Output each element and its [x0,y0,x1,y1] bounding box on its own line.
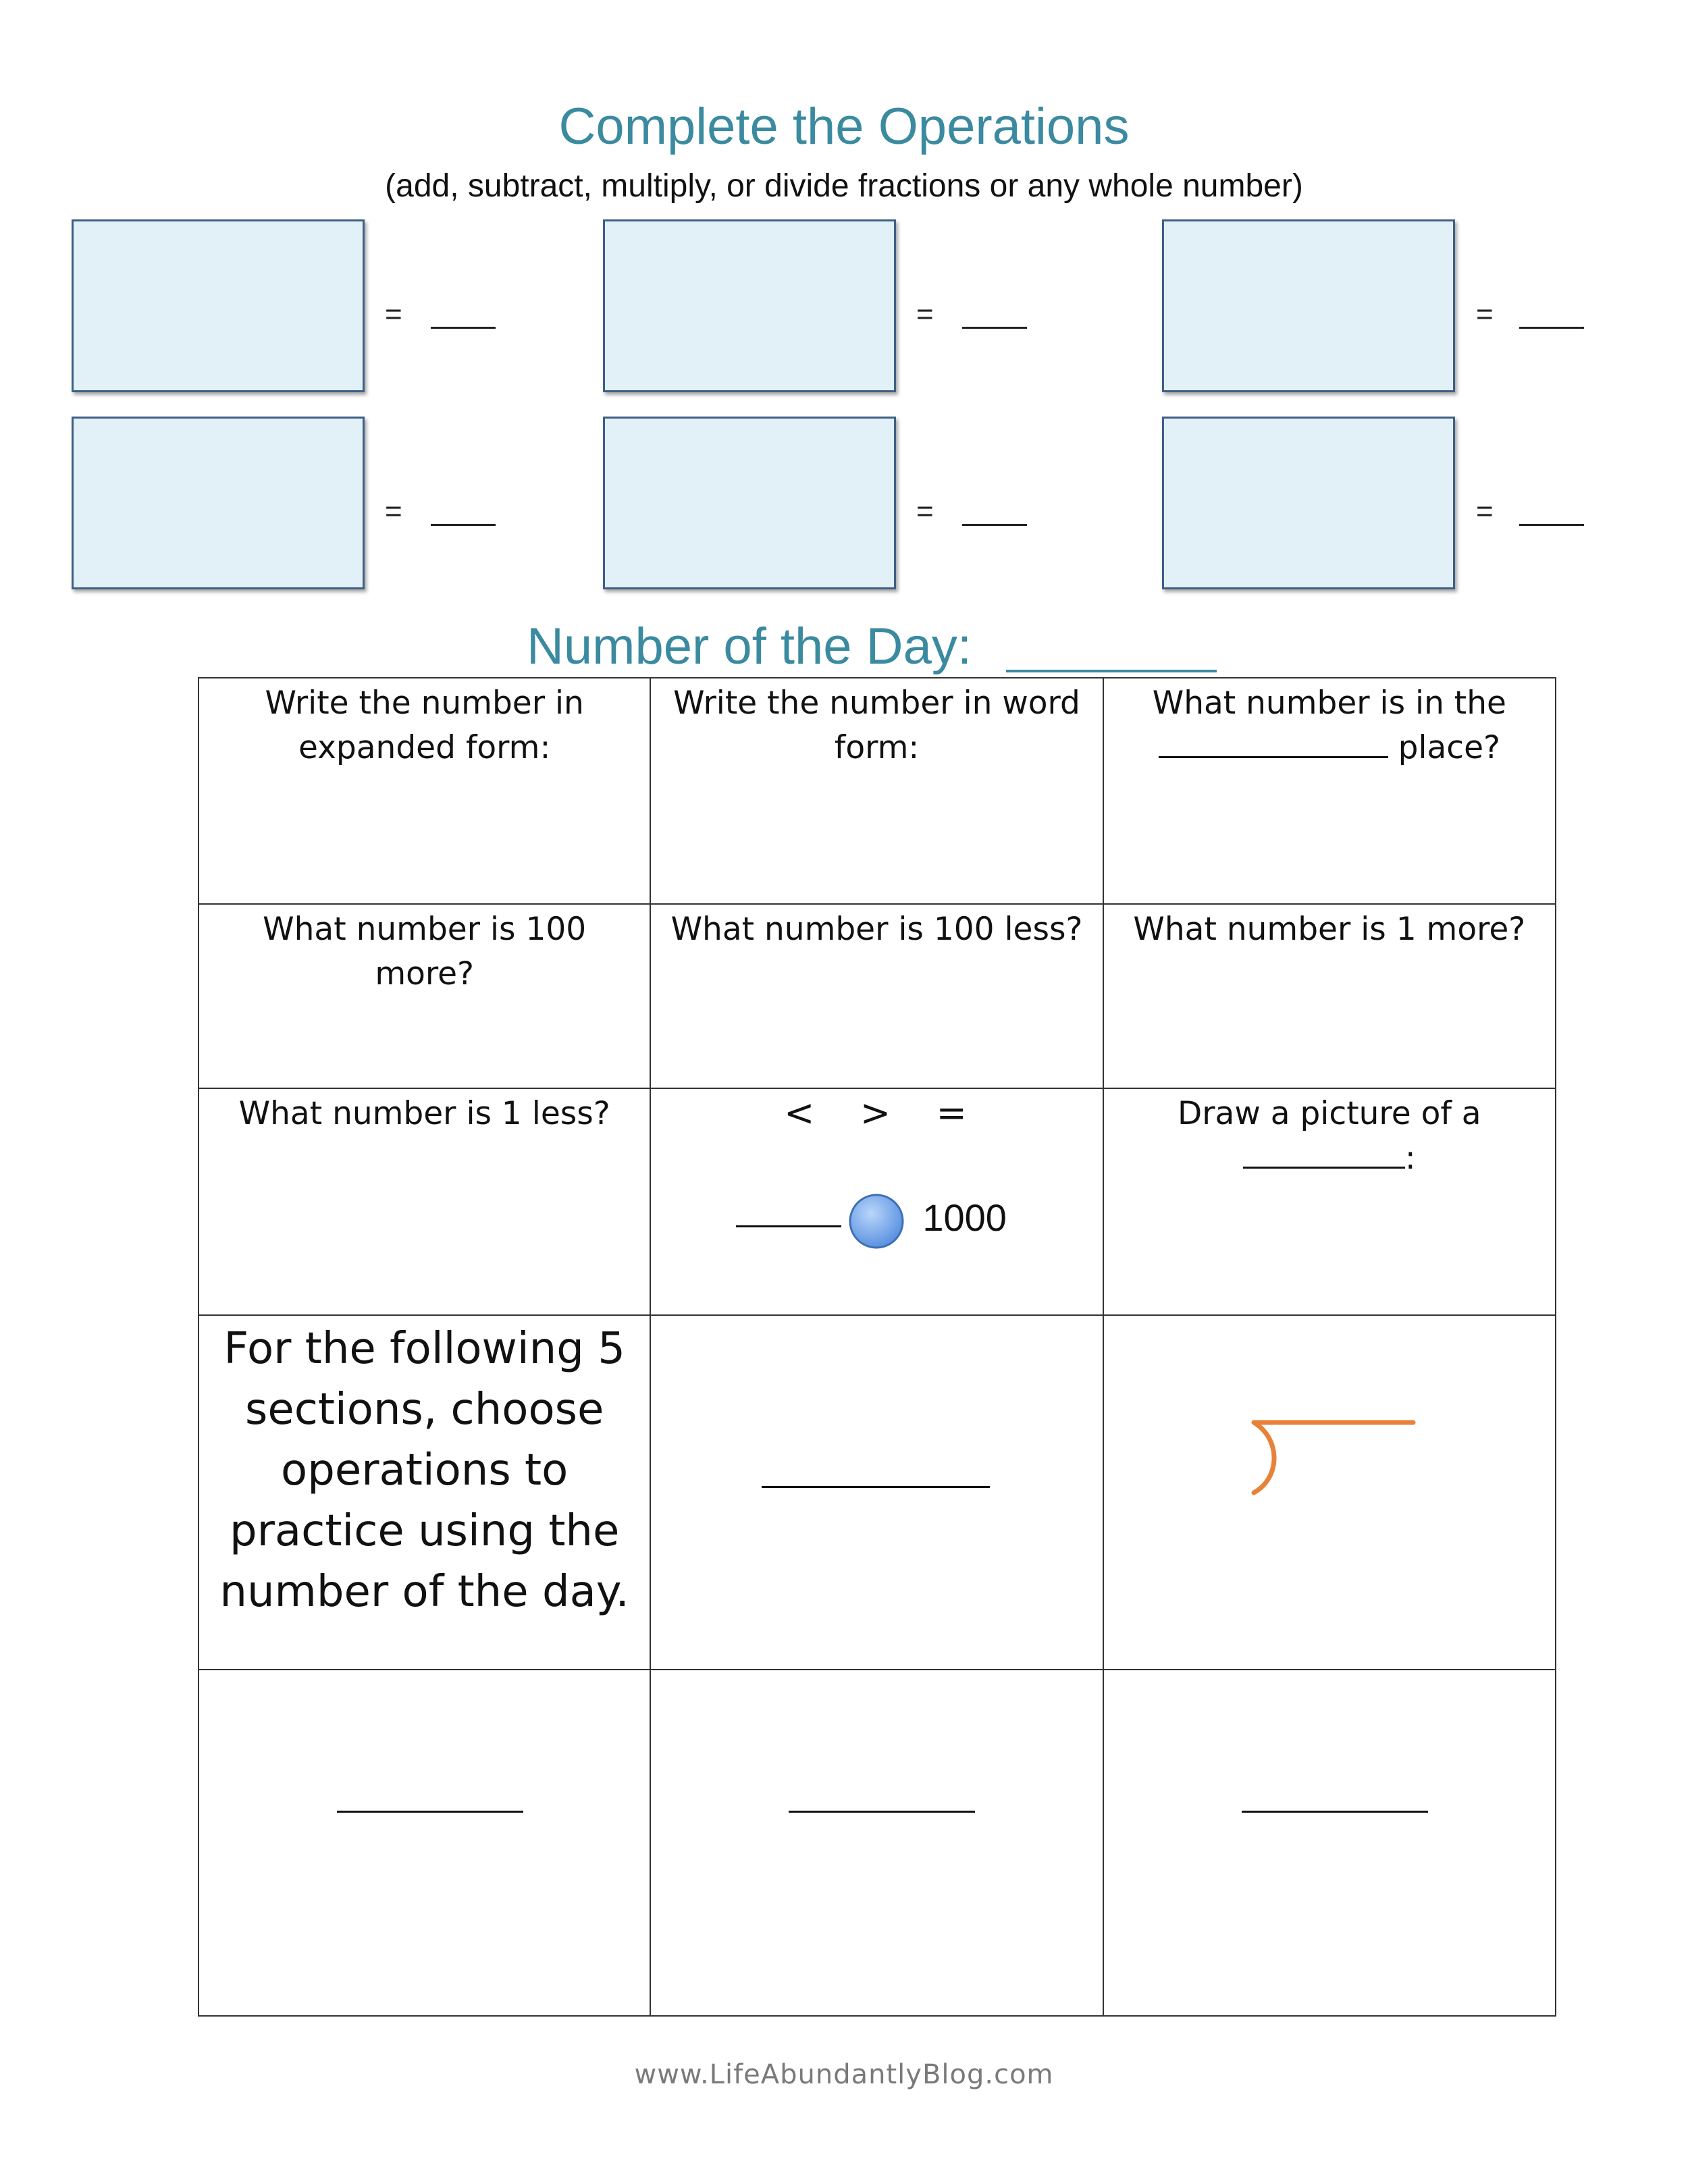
equals-sign: = [385,495,402,528]
expanded-form-cell[interactable] [199,678,650,904]
instructions-cell [199,1315,650,1670]
compare-blank[interactable] [736,1225,841,1227]
page-title: Complete the Operations [558,98,1130,155]
one-more-cell[interactable] [1103,904,1556,1088]
draw-blank[interactable] [1243,1140,1405,1169]
hundred-less-prompt: What number is 100 less? [670,911,1083,948]
equals-sign: = [916,298,934,331]
operation-box[interactable] [603,417,896,589]
answer-line[interactable] [962,524,1027,526]
number-of-day-grid [198,677,1556,2017]
fraction-practice-cell[interactable] [650,1315,1103,1670]
place-blank[interactable] [1159,729,1388,758]
hundred-more-prompt: What number is 100 more? [263,911,587,992]
practice-line[interactable] [1242,1811,1428,1813]
page-subtitle: (add, subtract, multiply, or divide fractions or any whole number) [385,168,1303,204]
compare-circle-icon[interactable] [847,1192,906,1251]
answer-line[interactable] [431,327,496,329]
practice-line[interactable] [789,1811,975,1813]
hundred-less-cell[interactable] [650,904,1103,1088]
long-division-bracket-icon [1246,1417,1421,1498]
word-form-prompt: Write the number in word form: [673,685,1080,766]
operation-box[interactable] [603,219,896,392]
draw-picture-prompt: Draw a picture of a [1178,1095,1481,1132]
equals-sign: = [385,298,402,331]
practice-cell[interactable] [1103,1670,1556,2016]
place-value-prompt: What number is in the [1152,685,1506,722]
one-less-cell[interactable] [199,1088,650,1315]
practice-cell[interactable] [199,1670,650,2016]
equals-sign: = [1476,298,1494,331]
equals-sign: = [1476,495,1494,528]
operation-box[interactable] [72,219,365,392]
footer-url: www.LifeAbundantlyBlog.com [634,2059,1054,2090]
place-value-prompt-end: place? [1398,729,1500,766]
compare-number: 1000 [922,1196,1007,1239]
answer-line[interactable] [962,327,1027,329]
number-of-day-title: Number of the Day: [527,618,972,675]
draw-picture-colon: : [1404,1140,1416,1177]
equals-sign: = [916,495,934,528]
expanded-form-prompt: Write the number in expanded form: [265,685,584,766]
operation-box[interactable] [1162,417,1455,589]
answer-line[interactable] [431,524,496,526]
operation-box[interactable] [72,417,365,589]
instructions-text: For the following 5 sections, choose operations to practice using the number of the day. [219,1324,629,1617]
compare-cell[interactable] [650,1088,1103,1315]
word-form-cell[interactable] [650,678,1103,904]
fraction-line[interactable] [762,1486,990,1488]
compare-symbols: < > = [784,1092,970,1134]
practice-line[interactable] [337,1811,523,1813]
answer-line[interactable] [1519,327,1584,329]
operation-box[interactable] [1162,219,1455,392]
practice-cell[interactable] [650,1670,1103,2016]
draw-picture-cell[interactable] [1103,1088,1556,1315]
one-more-prompt: What number is 1 more? [1133,911,1526,948]
place-value-cell[interactable] [1103,678,1556,904]
division-practice-cell[interactable] [1103,1315,1556,1670]
number-of-day-blank[interactable] [1006,670,1217,672]
one-less-prompt: What number is 1 less? [238,1095,610,1132]
answer-line[interactable] [1519,524,1584,526]
hundred-more-cell[interactable] [199,904,650,1088]
